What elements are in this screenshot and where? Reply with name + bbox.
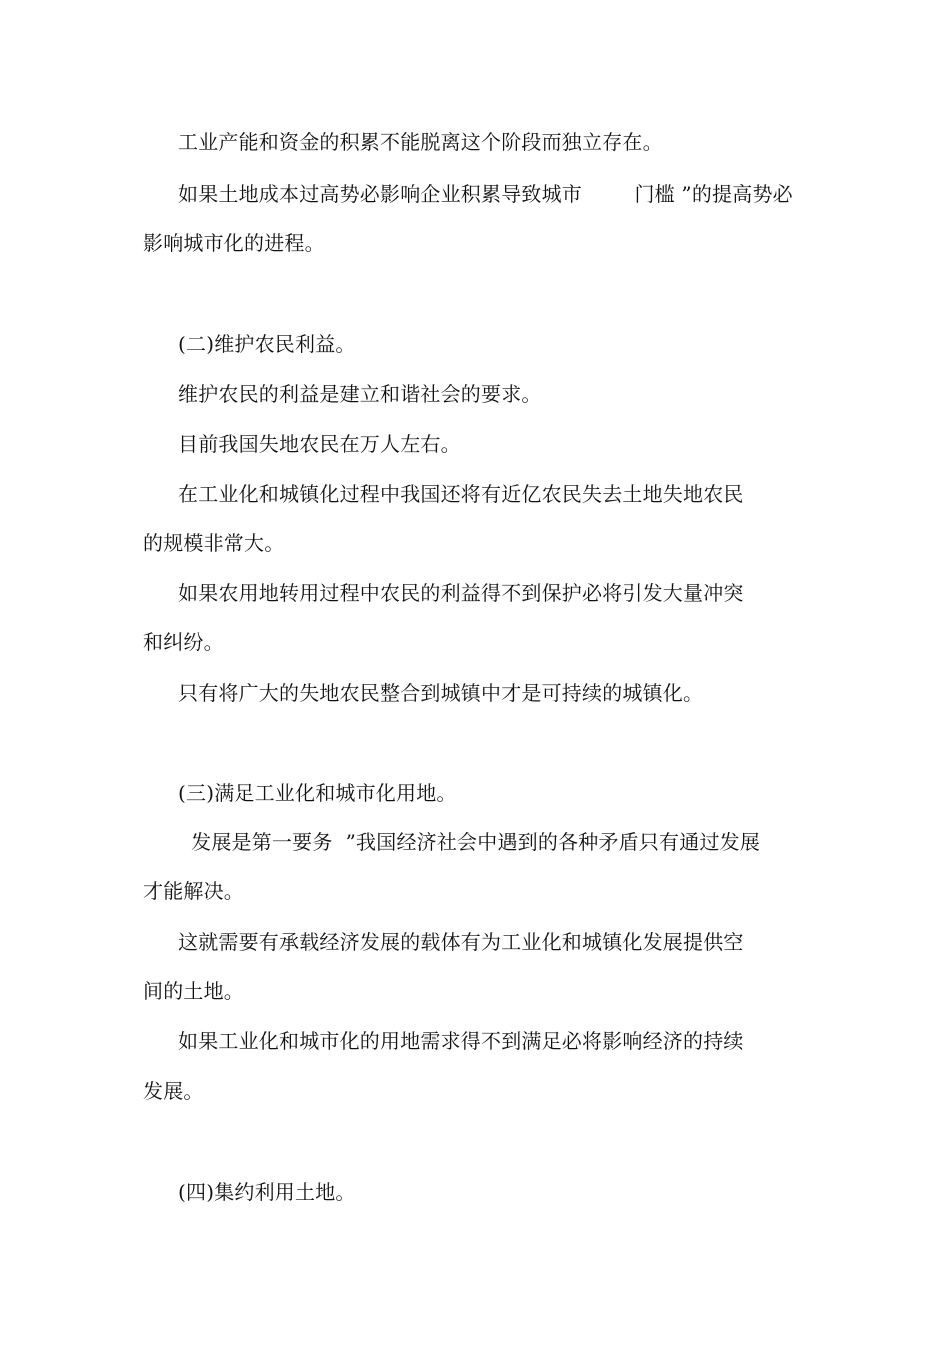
paragraph-line: 如果工业化和城市化的用地需求得不到满足必将影响经济的持续 <box>178 1029 744 1053</box>
paragraph-line: 只有将广大的失地农民整合到城镇中才是可持续的城镇化。 <box>178 681 704 705</box>
paragraph-line: 和纠纷。 <box>143 630 224 654</box>
paragraph-line: 工业产能和资金的积累不能脱离这个阶段而独立存在。 <box>178 130 663 154</box>
paragraph-line: 间的土地。 <box>143 979 244 1003</box>
paragraph-line: 在工业化和城镇化过程中我国还将有近亿农民失去土地失地农民 <box>178 482 744 506</box>
paragraph-line: 目前我国失地农民在万人左右。 <box>178 432 461 456</box>
paragraph-line: 的规模非常大。 <box>143 531 285 555</box>
paragraph-line: 才能解决。 <box>143 879 244 903</box>
paragraph-line: 发展是第一要务 ”我国经济社会中遇到的各种矛盾只有通过发展 <box>178 830 761 854</box>
section-heading: (四)集约利用土地。 <box>178 1180 356 1204</box>
paragraph-line: 如果农用地转用过程中农民的利益得不到保护必将引发大量冲突 <box>178 581 744 605</box>
paragraph-line: 影响城市化的进程。 <box>143 231 325 255</box>
paragraph-line: 这就需要有承载经济发展的载体有为工业化和城镇化发展提供空 <box>178 930 744 954</box>
section-heading: (二)维护农民利益。 <box>178 332 356 356</box>
section-heading: (三)满足工业化和城市化用地。 <box>178 781 457 805</box>
paragraph-line: 如果土地成本过高势必影响企业积累导致城市 门槛 ”的提高势必 <box>178 182 793 206</box>
paragraph-line: 维护农民的利益是建立和谐社会的要求。 <box>178 382 542 406</box>
paragraph-line: 发展。 <box>143 1079 204 1103</box>
